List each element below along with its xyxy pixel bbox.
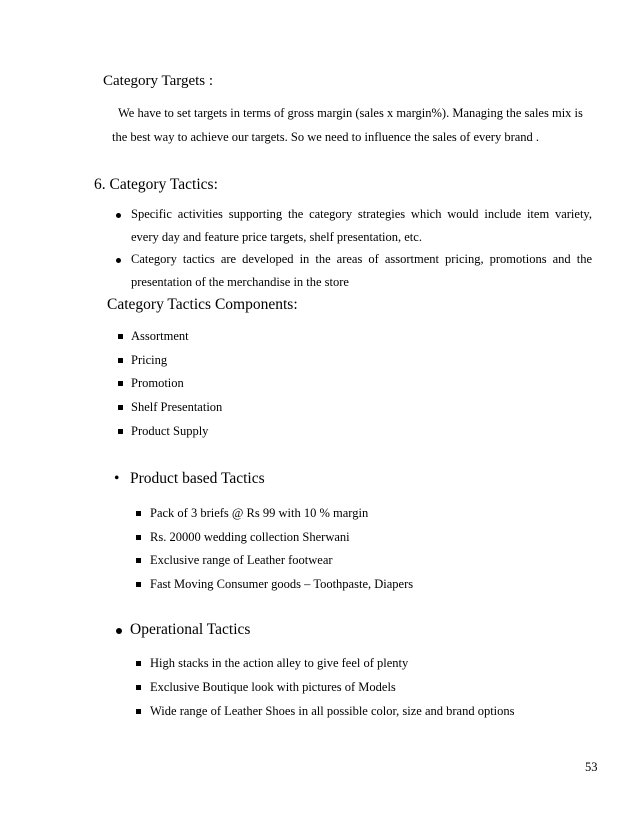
bullet-dot [116,258,121,263]
square-bullet [136,661,141,666]
square-bullet [118,358,123,363]
tactics-bullet-1-line-1: Specific activities supporting the category strategies which would include item variety, [131,207,592,221]
product-item-briefs: Pack of 3 briefs @ Rs 99 with 10 % margin [150,506,369,520]
operational-item-boutique: Exclusive Boutique look with pictures of Models [150,680,396,694]
square-bullet [136,535,141,540]
square-bullet [136,582,141,587]
tactics-bullet-1-line-2: every day and feature price targets, shelf presentation, etc. [131,230,422,244]
bullet-dot [116,213,121,218]
bullet-dot [116,628,122,634]
category-targets-heading: Category Targets : [103,73,214,89]
component-item-product-supply: Product Supply [131,424,209,438]
square-bullet [136,558,141,563]
component-item-pricing: Pricing [131,353,168,367]
square-bullet [136,685,141,690]
product-item-leather-footwear: Exclusive range of Leather footwear [150,553,333,567]
operational-item-leather-shoes: Wide range of Leather Shoes in all possible color, size and brand options [150,704,515,718]
square-bullet [118,381,123,386]
component-item-assortment: Assortment [131,329,189,343]
tactics-bullet-2-line-1: Category tactics are developed in the areas of assortment pricing, promotions and the [131,252,592,266]
square-bullet [118,405,123,410]
category-targets-line-1: We have to set targets in terms of gross margin (sales x margin%). Managing the sales mix is [118,106,583,120]
component-item-shelf-presentation: Shelf Presentation [131,400,223,414]
square-bullet [136,709,141,714]
product-item-fmcg: Fast Moving Consumer goods – Toothpaste, Diapers [150,577,414,591]
operational-heading: Operational Tactics [130,621,251,638]
square-bullet [136,511,141,516]
category-targets-line-2: the best way to achieve our targets. So we need to influence the sales of every brand . [112,130,540,144]
product-based-heading: Product based Tactics [130,470,265,487]
category-tactics-heading: 6. Category Tactics: [94,176,218,193]
component-item-promotion: Promotion [131,376,184,390]
product-based-bullet-glyph: • [114,470,120,487]
square-bullet [118,429,123,434]
tactics-bullet-2-line-2: presentation of the merchandise in the store [131,275,349,289]
product-item-sherwani: Rs. 20000 wedding collection Sherwani [150,530,350,544]
components-heading: Category Tactics Components: [107,296,298,313]
operational-item-high-stacks: High stacks in the action alley to give feel of plenty [150,656,409,670]
page-number: 53 [585,760,598,774]
square-bullet [118,334,123,339]
